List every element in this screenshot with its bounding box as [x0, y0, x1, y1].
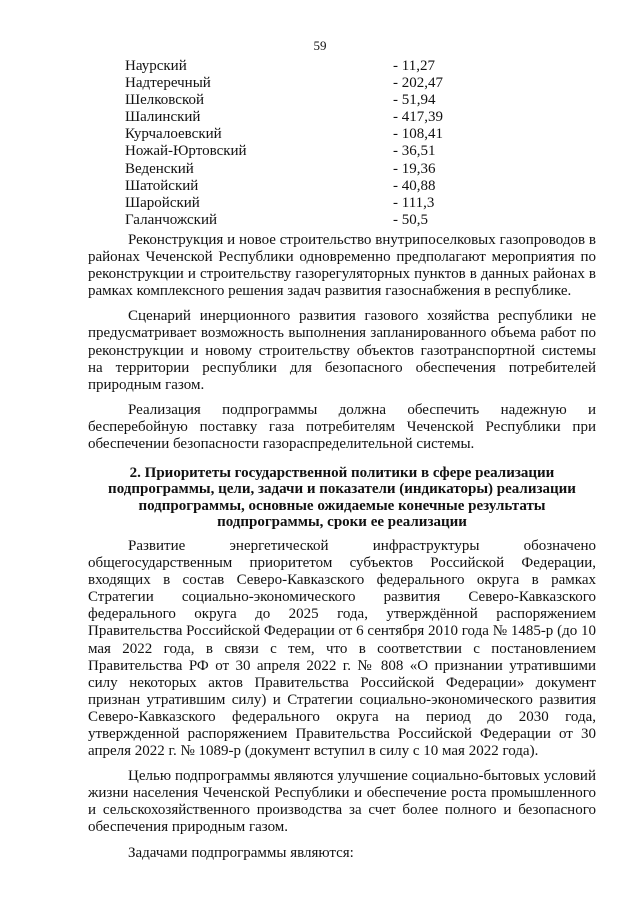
district-name: Шаройский — [125, 194, 200, 211]
district-name: Курчалоевский — [125, 126, 222, 143]
district-name: Веденский — [125, 160, 194, 177]
district-value: - 50,5 — [393, 211, 428, 228]
page-number: 59 — [313, 38, 327, 53]
district-name: Шалинский — [125, 109, 201, 126]
body-text — [88, 232, 596, 862]
table-row — [125, 178, 443, 195]
table-row — [125, 143, 443, 160]
table-row — [125, 109, 443, 126]
district-value: - 40,88 — [393, 177, 436, 194]
district-name: Галанчожский — [125, 211, 218, 228]
district-name: Шелковской — [125, 92, 205, 109]
paragraph-inertia-scenario: Сценарий инерционного развития газового хозяйства республики не предусматривает возможность выполнения запланированного объема работ по реконструкции и новому строительству объектов газотранспортной системы на территории республики для безопасного обеспечения потребителей природным газом. — [88, 308, 596, 393]
district-value: - 417,39 — [393, 109, 443, 126]
table-row — [125, 195, 443, 212]
table-row — [125, 92, 443, 109]
district-name: Наурский — [125, 58, 187, 74]
paragraph-goal: Целью подпрограммы являются улучшение социально-бытовых условий жизни населения Чеченской Республики и обеспечение роста промышленного и сельскохозяйственного производства за счет более полного и безопасного обеспечения природным газом. — [88, 768, 596, 836]
district-value: - 19,36 — [393, 160, 436, 177]
table-row — [125, 126, 443, 143]
district-gas-table — [125, 58, 443, 229]
district-value: - 108,41 — [393, 126, 443, 143]
district-value: - 11,27 — [393, 58, 435, 74]
paragraph-tasks-intro: Задачами подпрограммы являются: — [128, 844, 354, 861]
district-value: - 51,94 — [393, 92, 436, 109]
paragraph-infrastructure-priority: Развитие энергетической инфраструктуры обозначено общегосударственным приоритетом субъектов Российской Федерации, входящих в состав Северо-Кавказского федерального округа в рамках Стратегии социально-экономического развития Северо-Кавказского федерального округа до 2025 года, утверждённой распоряжением Правительства Российской Федерации от 6 сентября 2010 года № 1485-р (до 10 мая 2022 года, в связи с тем, что в соответствии с постановлением Правительства РФ от 30 апреля 2022 г. № 808 «О признании утратившими силу некоторых актов Правительства Российской Федерации» документ признан утратившим силу) и Стратегии социально-экономического развития Северо-Кавказского федерального округа на период до 2030 года, утвержденной распоряжением Правительства Российской Федерации от 30 апреля 2022 г. № 1089-р (документ вступил в силу с 10 мая 2022 года). — [88, 537, 596, 760]
paragraph-reconstruction: Реконструкция и новое строительство внутрипоселковых газопроводов в районах Чеченской Республики одновременно предполагают мероприятия по реконструкции и строительству газорегуляторных пунктов в данных районах в рамках комплексного решения задач развития газоснабжения в республике. — [88, 232, 596, 300]
district-name: Шатойский — [125, 177, 199, 194]
district-value: - 36,51 — [393, 143, 436, 160]
district-value: - 202,47 — [393, 75, 443, 92]
district-value: - 111,3 — [393, 194, 435, 211]
table-row — [125, 161, 443, 178]
table-row — [125, 58, 443, 75]
district-name: Надтеречный — [125, 75, 211, 92]
table-row — [125, 75, 443, 92]
district-name: Ножай-Юртовский — [125, 143, 247, 160]
section-heading: 2. Приоритеты государственной политики в сфере реализации подпрограммы, цели, задачи и показатели (индикаторы) реализации подпрограммы, основные ожидаемые конечные результаты подпрограммы, сроки ее реализации — [108, 465, 576, 530]
table-row — [125, 212, 443, 229]
paragraph-implementation: Реализация подпрограммы должна обеспечить надежную и бесперебойную поставку газа потребителям Чеченской Республики при обеспечении безопасности газораспределительной системы. — [88, 401, 596, 453]
